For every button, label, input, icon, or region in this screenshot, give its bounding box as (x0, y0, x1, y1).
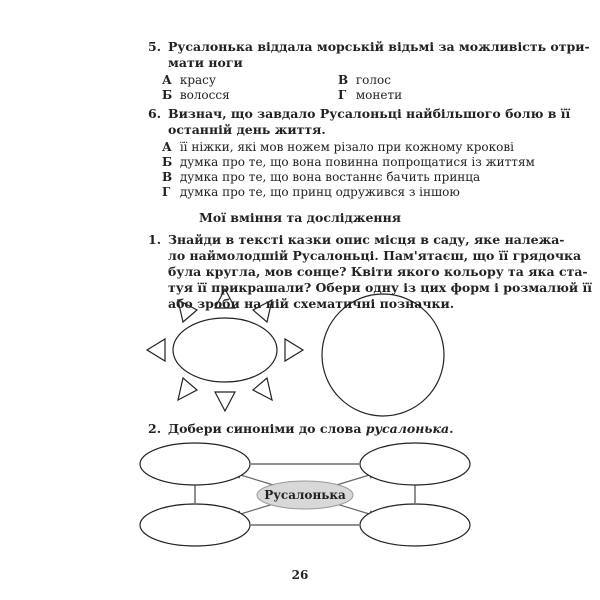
sun-center-ellipse[interactable] (173, 318, 277, 382)
option-letter: А (162, 73, 172, 87)
q6-option-c[interactable] (162, 170, 480, 185)
q6-option-a[interactable] (162, 140, 514, 155)
task2-text-before: Добери синоніми до слова (168, 421, 366, 436)
q6-text-line2: останній день життя. (168, 122, 326, 137)
sun-ray-bottom[interactable] (215, 392, 235, 411)
q6-text-line1: Визнач, що завдало Русалоньці найбільшого болю в її (168, 106, 571, 121)
option-letter: Б (162, 155, 173, 169)
sun-drawing-area[interactable] (145, 288, 305, 418)
q6-option-d[interactable] (162, 185, 460, 200)
option-text: її ніжки, які мов ножем різало при кожному крокові (179, 140, 514, 154)
synonym-oval-top-left[interactable] (140, 443, 250, 485)
option-text: монети (355, 88, 403, 102)
task2-word: русалонька (365, 421, 450, 436)
task1-line1: Знайди в тексті казки опис місця в саду, яке належа- (168, 232, 565, 247)
synonym-oval-bottom-left[interactable] (140, 504, 250, 546)
sun-ray-bottom-right[interactable] (253, 378, 272, 400)
option-text: думка про те, що вона повинна попрощатися із життям (179, 155, 535, 169)
task2-instruction (168, 421, 453, 437)
option-letter: Б (162, 88, 173, 102)
page-number: 26 (291, 568, 309, 582)
synonym-diagram (140, 440, 470, 556)
sun-ray-top-left[interactable] (178, 300, 197, 322)
task1-line3: була кругла, мов сонце? Квіти якого кольору та яка ста- (168, 264, 588, 279)
q6-number: 6. (148, 106, 162, 121)
option-letter: А (162, 140, 172, 154)
center-word-label: Русалонька (264, 488, 346, 502)
sun-ray-left[interactable] (147, 339, 165, 361)
task1-line4: туя її прикрашали? Обери одну із цих форм і розмалюй її (168, 280, 593, 295)
option-letter: Г (162, 185, 171, 199)
synonym-oval-top-right[interactable] (360, 443, 470, 485)
q5-text-line1: Русалонька віддала морській відьмі за можливість отри- (168, 39, 590, 54)
q5-option-c[interactable] (338, 73, 391, 88)
q5-text-line2: мати ноги (168, 55, 243, 70)
q6-option-b[interactable] (162, 155, 535, 170)
sun-ray-right[interactable] (285, 339, 303, 361)
section-title: Мої вміння та дослідження (199, 210, 401, 225)
task1-line2: ло наймолодшій Русалоньці. Пам'ятаєш, що її грядочка (168, 248, 582, 263)
option-text: думка про те, що вона востаннє бачить принца (179, 170, 481, 184)
q5-option-b[interactable] (162, 88, 230, 103)
q5-option-a[interactable] (162, 73, 216, 88)
sun-ray-bottom-left[interactable] (178, 378, 197, 400)
synonym-oval-bottom-right[interactable] (360, 504, 470, 546)
option-letter: В (338, 73, 349, 87)
task2-number: 2. (148, 421, 162, 436)
option-text: думка про те, що принц одружився з іншою (179, 185, 460, 199)
option-text: волосся (179, 88, 230, 102)
option-text: красу (179, 73, 216, 87)
sun-ray-top-right[interactable] (253, 300, 272, 322)
q5-option-d[interactable] (338, 88, 402, 103)
task2-text-after: . (449, 421, 454, 436)
task1-number: 1. (148, 232, 162, 247)
sun-ray-top[interactable] (215, 289, 235, 308)
option-text: голос (355, 73, 391, 87)
option-letter: Г (338, 88, 347, 102)
circle-drawing-area[interactable] (320, 292, 446, 418)
option-letter: В (162, 170, 173, 184)
garden-circle[interactable] (322, 294, 444, 416)
task1-line5: або зроби на ній схематичні позначки. (168, 296, 455, 311)
q5-number: 5. (148, 39, 162, 54)
